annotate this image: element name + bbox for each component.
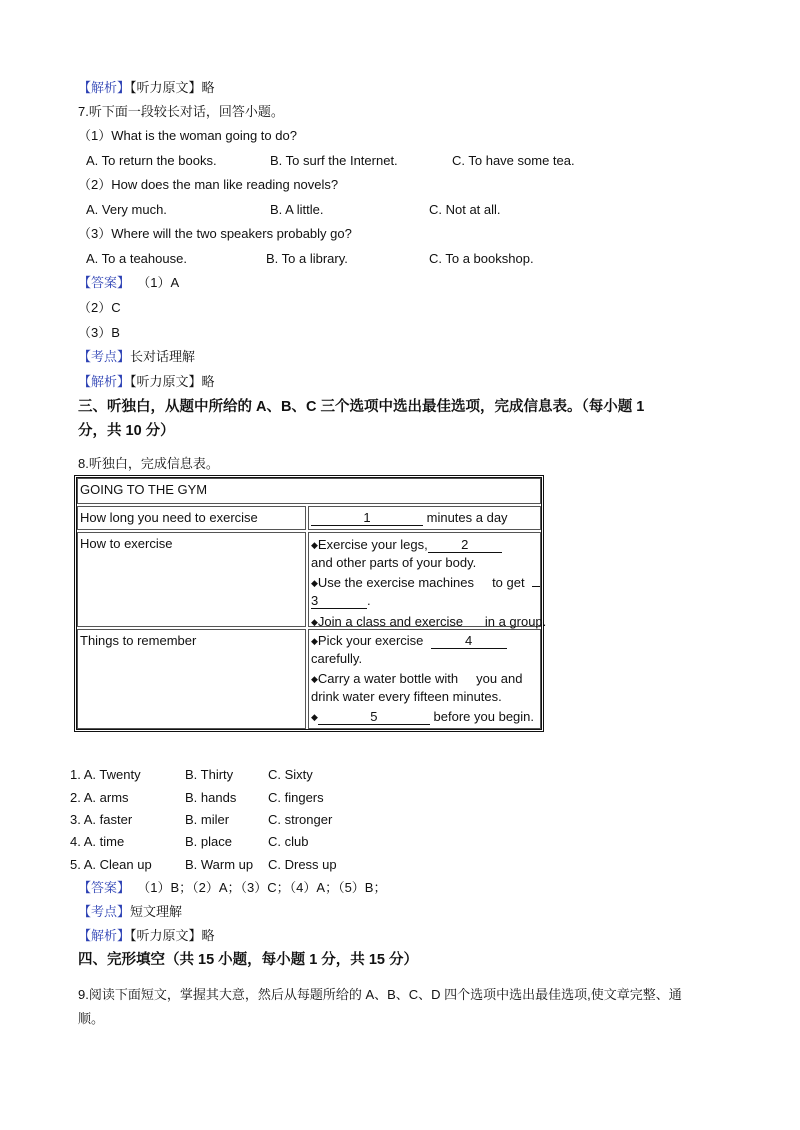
key-point-line-8 <box>78 904 182 920</box>
analysis-line-8 <box>78 928 215 944</box>
analysis-line-top <box>78 80 215 96</box>
row1-after-text: minutes a day <box>426 510 508 525</box>
row1-value-cell <box>308 506 541 530</box>
listening-text-tag-2: 【听力原文】 <box>130 374 202 389</box>
q7-1-option-a: A. To return the books. <box>86 153 217 168</box>
q7-2-option-a: A. Very much. <box>86 202 167 217</box>
blank-5: 5 <box>318 710 430 725</box>
bullet-icon: ◆ <box>311 540 318 550</box>
key-point-tag: 【考点】 <box>78 349 131 364</box>
q7-2-option-b: B. A little. <box>270 202 324 217</box>
row2-label-cell <box>77 532 306 627</box>
row3-value-cell <box>308 629 541 729</box>
choice-4-a: 4. A. time <box>70 834 125 849</box>
q8-title: 8.听独白，完成信息表。 <box>78 456 219 471</box>
row1-label: How long you need to exercise <box>80 510 258 525</box>
answer-3: （3）B <box>78 325 120 340</box>
choice-4-b: B. place <box>185 834 232 849</box>
choice-4-c: C. club <box>268 834 309 849</box>
choice-2-c: C. fingers <box>268 790 324 805</box>
choice-2-b: B. hands <box>185 790 237 805</box>
row2-b3-text: Join a class and exercise <box>317 614 464 629</box>
key-point-tag-8: 【考点】 <box>78 904 131 919</box>
answer-2: （2）C <box>78 300 121 315</box>
answer-tag: 【答案】 <box>78 275 131 290</box>
answer-line <box>78 275 179 291</box>
row2-value-cell: ◆Exercise your legs, 2 and other parts of your body. ◆Use the exercise machines to get 3 . ◆Join a class and exercise in a group. <box>308 532 541 627</box>
q9-title-line1: 9.阅读下面短文，掌握其大意，然后从每题所给的 A、B、C、D 四个选项中选出最佳选项,使文章完整、通 <box>78 987 682 1002</box>
row3-label: Things to remember <box>80 633 197 648</box>
q7-sub3: （3）Where will the two speakers probably go? <box>78 226 352 241</box>
q7-sub2: （2）How does the man like reading novels? <box>78 177 339 192</box>
table-header-cell <box>77 478 541 504</box>
row2-b3-text-2: in a group. <box>484 614 547 629</box>
row3-label-cell <box>77 629 306 729</box>
choice-3-c: C. stronger <box>268 812 333 827</box>
choice-3-a: 3. A. faster <box>70 812 133 827</box>
q7-2-option-c: C. Not at all. <box>429 202 501 217</box>
row3-b1-text: Pick your exercise <box>317 633 424 648</box>
blank-1: 1 <box>311 511 423 526</box>
row2-b2-text-2: to get <box>492 575 525 590</box>
row2-label: How to exercise <box>80 536 173 551</box>
bullet-icon: ◆ <box>311 712 318 722</box>
q9-title-line2: 顺。 <box>78 1011 105 1026</box>
q7-title: 7.听下面一段较长对话，回答小题。 <box>78 104 284 119</box>
answer-line-8 <box>78 880 386 896</box>
q7-3-option-a: A. To a teahouse. <box>86 251 187 266</box>
answer-1: （1）A <box>137 275 180 290</box>
row2-b1-text: Exercise your legs, <box>317 537 428 552</box>
bullet-icon: ◆ <box>311 674 318 684</box>
key-point-text-8: 短文理解 <box>130 904 183 919</box>
row1-label-cell <box>77 506 306 530</box>
row3-b3-text: before you begin. <box>433 709 535 724</box>
choice-2-a: 2. A. arms <box>70 790 129 805</box>
analysis-line-2 <box>78 374 215 390</box>
bullet-icon: ◆ <box>311 636 318 646</box>
section-3-heading-line2: 分，共 10 分） <box>78 423 175 439</box>
analysis-tag-2: 【解析】 <box>78 374 131 389</box>
analysis-tag: 【解析】 <box>78 80 131 95</box>
bullet-icon: ◆ <box>311 578 318 588</box>
analysis-tag-8: 【解析】 <box>78 928 131 943</box>
answer-tag-8: 【答案】 <box>78 880 131 895</box>
table-header: GOING TO THE GYM <box>80 482 208 497</box>
choice-1-b: B. Thirty <box>185 767 234 782</box>
analysis-text-2: 略 <box>201 374 215 389</box>
q7-3-option-b: B. To a library. <box>266 251 348 266</box>
row2-b2-text: Use the exercise machines <box>317 575 474 590</box>
q7-1-option-b: B. To surf the Internet. <box>270 153 398 168</box>
blank-4: 4 <box>431 634 507 649</box>
section-4-heading: 四、完形填空（共 15 小题，每小题 1 分，共 15 分） <box>78 952 418 968</box>
answer-text-8: （1）B；（2）A；（3）C；（4）A；（5）B； <box>137 880 387 895</box>
row3-b2-text-3: drink water every fifteen minutes. <box>311 689 502 704</box>
section-3-heading-line1: 三、听独白，从题中所给的 A、B、C 三个选项中选出最佳选项，完成信息表。（每小题 1 <box>78 399 645 415</box>
listening-text-tag-8: 【听力原文】 <box>130 928 202 943</box>
row2-b1-text-2: and other parts of your body. <box>311 555 477 570</box>
blank-2: 2 <box>428 538 502 553</box>
choice-5-c: C. Dress up <box>268 857 337 872</box>
choice-3-b: B. miler <box>185 812 230 827</box>
bullet-icon: ◆ <box>311 617 318 627</box>
blank-3: 3 <box>311 594 367 609</box>
row3-b1-text-2: carefully. <box>311 651 363 666</box>
listening-text-tag: 【听力原文】 <box>130 80 202 95</box>
info-table <box>74 475 547 732</box>
choice-1-a: 1. A. Twenty <box>70 767 141 782</box>
analysis-text-8: 略 <box>201 928 215 943</box>
choice-5-b: B. Warm up <box>185 857 254 872</box>
choice-5-a: 5. A. Clean up <box>70 857 152 872</box>
q7-sub1: （1）What is the woman going to do? <box>78 128 297 143</box>
q7-1-option-c: C. To have some tea. <box>452 153 575 168</box>
key-point-line <box>78 349 195 365</box>
q7-3-option-c: C. To a bookshop. <box>429 251 534 266</box>
choice-1-c: C. Sixty <box>268 767 313 782</box>
row3-b2-text: Carry a water bottle with <box>317 671 459 686</box>
analysis-text: 略 <box>201 80 215 95</box>
row3-b2-text-2: you and <box>476 671 523 686</box>
key-point-text: 长对话理解 <box>130 349 196 364</box>
